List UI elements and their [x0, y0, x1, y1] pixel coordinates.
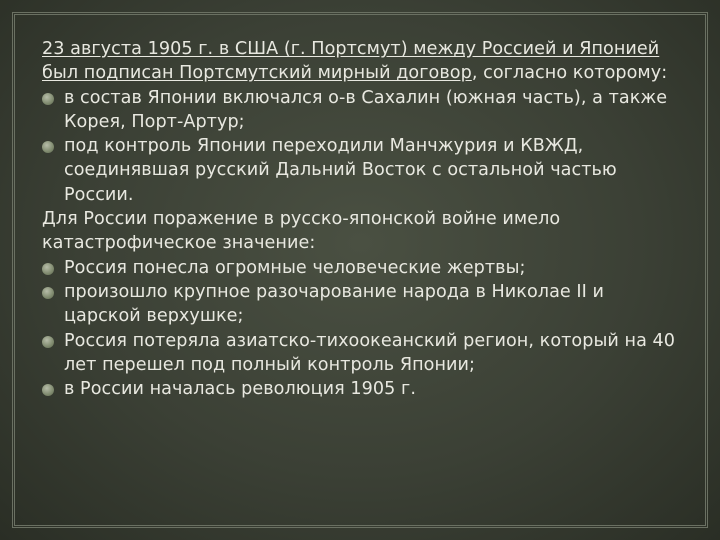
list-item-text: в России началась революция 1905 г. [64, 379, 416, 400]
list-item [42, 86, 682, 135]
consequences-heading: Для России поражение в русско-японской войне имело катастрофическое значение: [42, 209, 561, 254]
bullet-icon [42, 287, 54, 299]
list-item [42, 280, 682, 329]
intro-continuation: , согласно которому: [471, 63, 668, 84]
bullet-icon [42, 384, 54, 396]
intro-paragraph [42, 37, 682, 86]
consequences-list [42, 256, 682, 402]
list-item-text: в состав Японии включался о-в Сахалин (южная часть), а также Корея, Порт-Артур; [64, 87, 668, 132]
list-item [42, 134, 682, 207]
treaty-statement: 23 августа 1905 г. в США (г. Портсмут) между Россией и Японией был подписан Портсмутский мирный договор [42, 39, 660, 84]
list-item-text: под контроль Японии переходили Манчжурия и КВЖД, соединявшая русский Дальний Восток с остальной частью России. [64, 136, 617, 205]
list-item [42, 329, 682, 378]
list-item-text: Россия понесла огромные человеческие жертвы; [64, 257, 526, 278]
treaty-terms-list [42, 86, 682, 207]
bullet-icon [42, 336, 54, 348]
bullet-icon [42, 93, 54, 105]
bullet-icon [42, 141, 54, 153]
bullet-icon [42, 263, 54, 275]
list-item-text: произошло крупное разочарование народа в Николае II и царской верхушке; [64, 281, 605, 327]
list-item [42, 256, 682, 280]
list-item-text: Россия потеряла азиатско-тихоокеанский регион, который на 40 лет перешел под полный контроль Японии; [64, 330, 676, 375]
slide-content [42, 37, 682, 401]
list-item [42, 377, 682, 401]
